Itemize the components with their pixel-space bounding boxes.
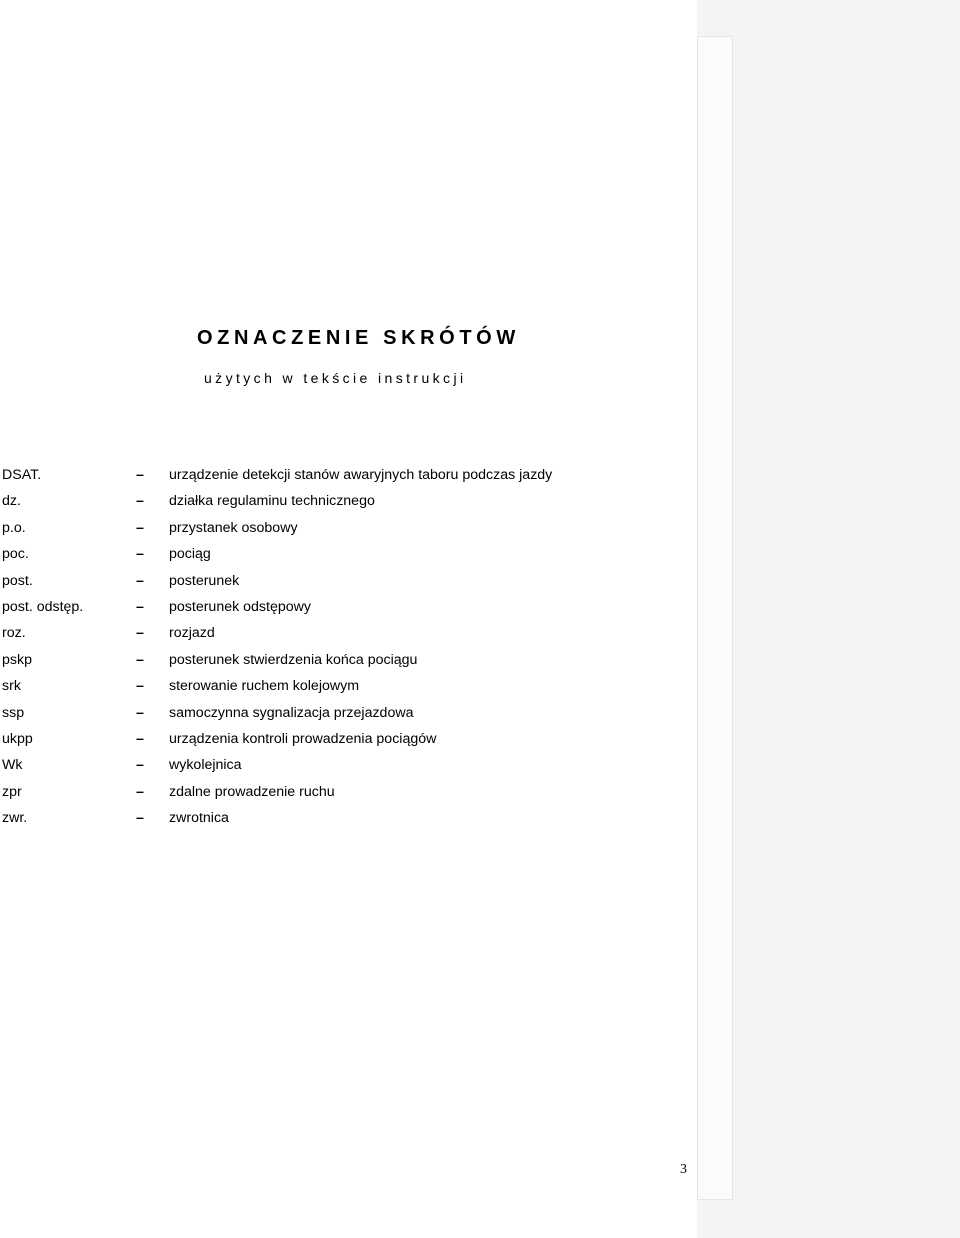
- abbreviation: ukpp: [2, 730, 33, 747]
- abbreviation-meaning: sterowanie ruchem kolejowym: [169, 678, 360, 695]
- dash: –: [136, 783, 144, 800]
- page-number: 3: [680, 1162, 687, 1177]
- list-item: [2, 782, 642, 808]
- abbreviation-list: [2, 465, 642, 834]
- abbreviation-meaning: urządzenie detekcji stanów awaryjnych taboru podczas jazdy: [169, 467, 553, 483]
- abbreviation-meaning: posterunek stwierdzenia końca pociągu: [169, 651, 418, 668]
- abbreviation-meaning: wykolejnica: [169, 757, 242, 774]
- list-item: [2, 703, 642, 729]
- list-item: [2, 491, 642, 517]
- list-item: [2, 465, 642, 491]
- list-item: [2, 676, 642, 702]
- list-item: [2, 650, 642, 676]
- dash: –: [136, 572, 144, 589]
- abbreviation: p.o.: [2, 519, 26, 536]
- list-item: [2, 755, 642, 781]
- dash: –: [136, 730, 144, 747]
- side-panel-frame: [697, 36, 733, 1200]
- abbreviation-meaning: posterunek: [169, 572, 240, 589]
- abbreviation: ssp: [2, 704, 25, 721]
- list-item: [2, 808, 642, 834]
- dash: –: [136, 757, 144, 774]
- dash: –: [136, 598, 144, 615]
- dash: –: [136, 704, 144, 721]
- abbreviation-meaning: urządzenia kontroli prowadzenia pociągów: [169, 730, 437, 747]
- list-item: [2, 518, 642, 544]
- abbreviation: srk: [2, 678, 21, 695]
- abbreviation-meaning: rozjazd: [169, 625, 215, 642]
- dash: –: [136, 625, 144, 642]
- dash: –: [136, 467, 144, 483]
- abbreviation-meaning: samoczynna sygnalizacja przejazdowa: [169, 704, 414, 721]
- abbreviation: post.: [2, 572, 33, 589]
- abbreviation-meaning: pociąg: [169, 546, 211, 563]
- abbreviation: post. odstęp.: [2, 598, 84, 615]
- abbreviation-meaning: zdalne prowadzenie ruchu: [169, 783, 335, 800]
- dash: –: [136, 678, 144, 695]
- dash: –: [136, 519, 144, 536]
- list-item: [2, 571, 642, 597]
- abbreviation-meaning: działka regulaminu technicznego: [169, 493, 375, 510]
- list-item: [2, 729, 642, 755]
- abbreviation: DSAT.: [2, 467, 42, 483]
- page-title: OZNACZENIE SKRÓTÓW: [197, 327, 520, 349]
- list-item: [2, 597, 642, 623]
- abbreviation-meaning: zwrotnica: [169, 810, 229, 827]
- dash: –: [136, 810, 144, 827]
- list-item: [2, 544, 642, 570]
- abbreviation: pskp: [2, 651, 32, 668]
- dash: –: [136, 493, 144, 510]
- abbreviation-meaning: posterunek odstępowy: [169, 598, 311, 615]
- abbreviation: Wk: [2, 757, 23, 774]
- dash: –: [136, 651, 144, 668]
- abbreviation: dz.: [2, 493, 21, 510]
- page-subtitle: użytych w tekście instrukcji: [204, 370, 467, 386]
- abbreviation: poc.: [2, 546, 29, 563]
- list-item: [2, 623, 642, 649]
- side-panel: [697, 0, 960, 1238]
- abbreviation: zpr: [2, 783, 22, 800]
- dash: –: [136, 546, 144, 563]
- abbreviation-meaning: przystanek osobowy: [169, 519, 298, 536]
- abbreviation: zwr.: [2, 810, 28, 827]
- abbreviation: roz.: [2, 625, 26, 642]
